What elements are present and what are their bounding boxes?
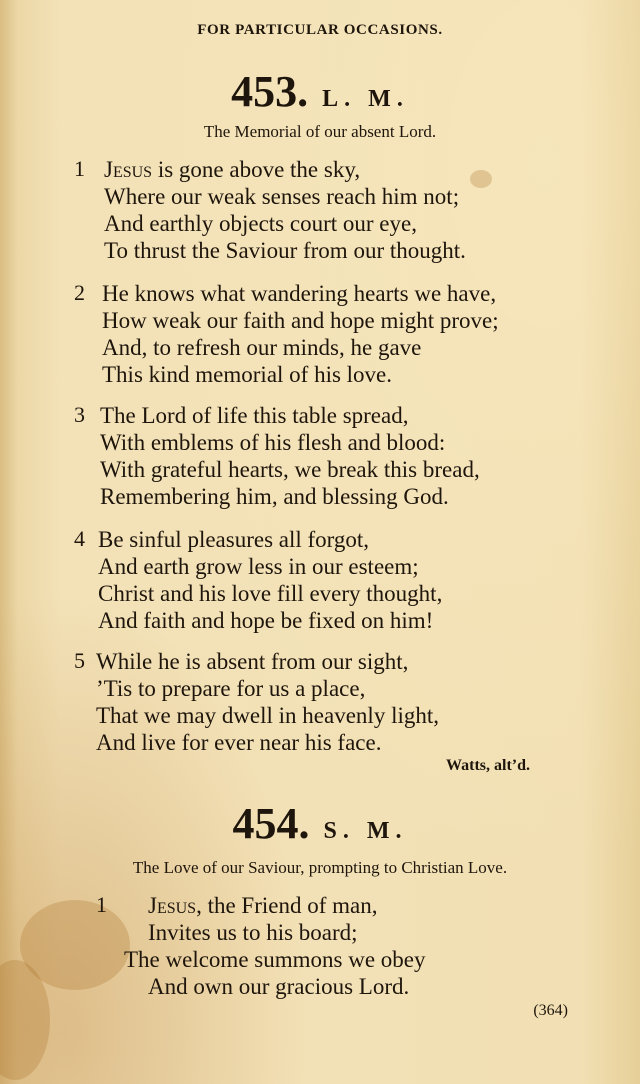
verse-line: ’Tis to prepare for us a place, <box>96 676 366 701</box>
running-head: FOR PARTICULAR OCCASIONS. <box>197 22 443 38</box>
stanza-3 <box>0 402 480 510</box>
verse-number: 1 <box>74 156 85 181</box>
verse-line: Where our weak senses reach him not; <box>104 184 460 209</box>
hymn-number: 453. <box>231 67 309 116</box>
verse-number: 2 <box>74 280 85 305</box>
verse-line: He knows what wandering hearts we have, <box>102 281 497 306</box>
verse-line: To thrust the Saviour from our thought. <box>104 238 466 263</box>
verse-line: Remembering him, and blessing God. <box>100 484 449 509</box>
verse-line: With grateful hearts, we break this bread, <box>100 457 480 482</box>
stanza-1 <box>0 892 426 1000</box>
verse-line: Christ and his love fill every thought, <box>98 581 443 606</box>
verse-number: 5 <box>74 648 85 673</box>
verse-line: And own our gracious Lord. <box>148 974 410 999</box>
stanza-2 <box>0 280 499 388</box>
stanza-1 <box>0 156 466 264</box>
hymn-meter: L. M. <box>322 86 409 112</box>
verse-number: 4 <box>74 526 85 551</box>
hymn-title: The Love of our Saviour, prompting to Christian Love. <box>132 858 508 877</box>
verse-line: Be sinful pleasures all forgot, <box>98 527 370 552</box>
verse-line: Jesus, the Friend of man, <box>148 893 378 918</box>
verse-line: With emblems of his flesh and blood: <box>100 430 446 455</box>
verse-line: The welcome summons we obey <box>124 947 426 972</box>
verse-line: While he is absent from our sight, <box>96 649 409 674</box>
stanza-4 <box>0 526 443 634</box>
hymn-meter: S. M. <box>323 818 408 844</box>
hymn-attribution: Watts, alt’d. <box>446 757 530 774</box>
verse-number: 3 <box>74 402 85 427</box>
verse-line: That we may dwell in heavenly light, <box>96 703 439 728</box>
small-caps-word: Jesus <box>104 157 153 182</box>
verse-line: Invites us to his board; <box>148 920 358 945</box>
verse-line: And, to refresh our minds, he gave <box>102 335 422 360</box>
hymn-453-heading <box>0 66 640 117</box>
verse-line: This kind memorial of his love. <box>102 362 393 387</box>
verse-line: And live for ever near his face. <box>96 730 382 755</box>
verse-line: How weak our faith and hope might prove; <box>102 308 499 333</box>
verse-line: Jesus is gone above the sky, <box>104 157 361 182</box>
page-number: (364) <box>533 1002 568 1019</box>
hymn-454-heading <box>0 798 640 849</box>
verse-line: And faith and hope be fixed on him! <box>98 608 434 633</box>
small-caps-word: Jesus <box>148 893 197 918</box>
page-stain <box>470 170 492 188</box>
verse-line: And earth grow less in our esteem; <box>98 554 419 579</box>
hymn-title: The Memorial of our absent Lord. <box>203 122 437 141</box>
verse-line: The Lord of life this table spread, <box>100 403 409 428</box>
stanza-5 <box>0 648 439 756</box>
verse-line: And earthly objects court our eye, <box>104 211 417 236</box>
verse-number: 1 <box>96 892 107 917</box>
hymn-number: 454. <box>232 799 310 848</box>
